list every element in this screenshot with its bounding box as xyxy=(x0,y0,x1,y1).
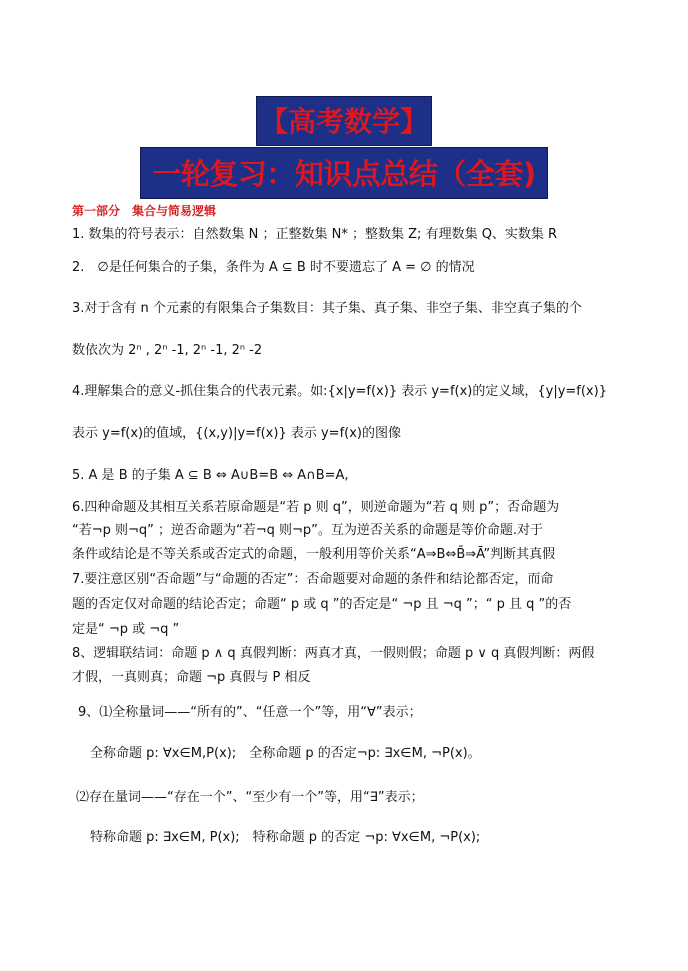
text-line-18: ⑵存在量词——“存在一个”、“至少有一个”等，用“∃”表示； xyxy=(76,790,424,805)
text-line-13: 定是“ ¬p 或 ¬q ” xyxy=(72,622,180,637)
text-line-12: 题的否定仅对命题的结论否定；命题“ p 或 q ”的否定是“ ¬p 且 ¬q ”；“ p 且 q ”的否 xyxy=(72,597,572,612)
text-line-16: 9、⑴全称量词——“所有的”、“任意一个”等，用“∀”表示； xyxy=(78,705,422,720)
text-line-17: 全称命题 p: ∀x∈M,P(x); 全称命题 p 的否定¬p: ∃x∈M, ¬P(x)。 xyxy=(90,746,481,761)
text-line-4: 数依次为 2ⁿ , 2ⁿ -1, 2ⁿ -1, 2ⁿ -2 xyxy=(72,343,263,358)
text-line-3: 3.对于含有 n 个元素的有限集合子集数目：其子集、真子集、非空子集、非空真子集的个 xyxy=(72,301,582,316)
text-line-2: 2. ∅是任何集合的子集，条件为 A ⊆ B 时不要遗忘了 A = ∅ 的情况 xyxy=(72,260,475,275)
title-line-1: 【高考数学】 xyxy=(256,96,432,146)
text-line-6: 表示 y=f(x)的值域，{(x,y)|y=f(x)} 表示 y=f(x)的图像 xyxy=(72,426,401,441)
text-line-10: 条件或结论是不等关系或否定式的命题，一般利用等价关系“A⇒B⇔B̄⇒Ā”判断其真假 xyxy=(72,547,556,562)
text-line-8: 6.四种命题及其相互关系若原命题是“若 p 则 q”，则逆命题为“若 q 则 p”；否命题为 xyxy=(72,500,560,515)
text-line-5: 4.理解集合的意义-抓住集合的代表元素。如:{x|y=f(x)} 表示 y=f(x)的定义域，{y|y=f(x)} xyxy=(72,384,607,399)
text-line-9: “若¬p 则¬q” ；逆否命题为“若¬q 则¬p”。互为逆否关系的命题是等价命题.对于 xyxy=(72,523,544,538)
text-line-1: 1. 数集的符号表示：自然数集 N ；正整数集 N* ；整数集 Z; 有理数集 Q、实数集 R xyxy=(72,227,558,242)
section-heading: 第一部分 集合与简易逻辑 xyxy=(72,204,217,218)
text-line-15: 才假，一真则真；命题 ¬p 真假与 P 相反 xyxy=(72,670,311,685)
text-line-7: 5. A 是 B 的子集 A ⊆ B ⇔ A∪B=B ⇔ A∩B=A, xyxy=(72,468,349,483)
text-line-11: 7.要注意区别“否命题”与“命题的否定”：否命题要对命题的条件和结论都否定，而命 xyxy=(72,572,554,587)
title-line-2: 一轮复习：知识点总结（全套) xyxy=(140,147,548,199)
text-line-14: 8、逻辑联结词：命题 p ∧ q 真假判断：两真才真，一假则假；命题 p ∨ q 真假判断：两假 xyxy=(72,646,595,661)
text-line-19: 特称命题 p: ∃x∈M, P(x); 特称命题 p 的否定 ¬p: ∀x∈M, ¬P(x); xyxy=(90,830,481,845)
